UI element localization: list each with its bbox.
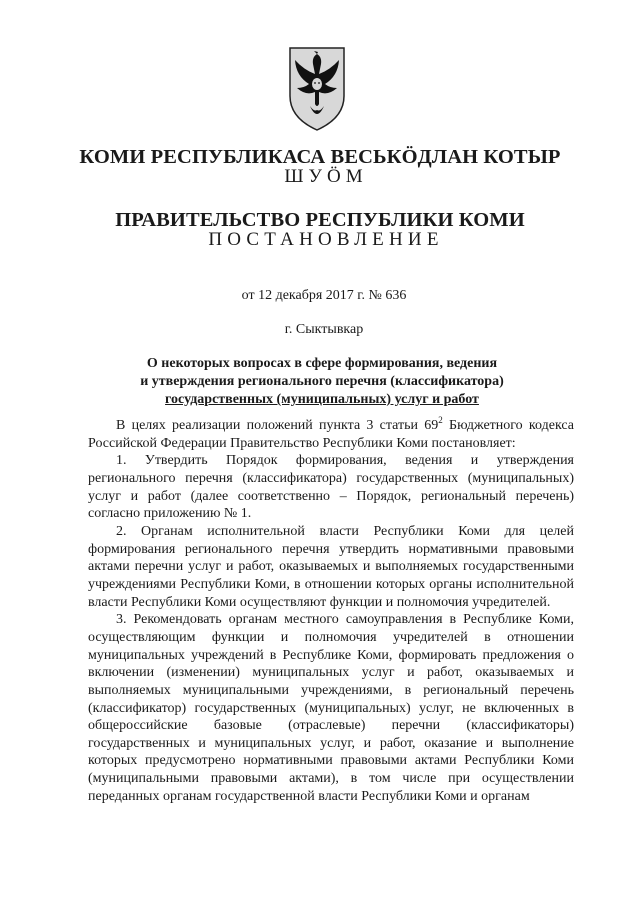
komi-government-title: КОМИ РЕСПУБЛИКАСА ВЕСЬКӦДЛАН КОТЫР [79, 146, 561, 168]
intro-text-start: В целях реализации положений пункта 3 статьи 69 [116, 418, 439, 433]
title-line-2: и утверждения регионального перечня (классификатора) [140, 374, 504, 389]
government-title: ПРАВИТЕЛЬСТВО РЕСПУБЛИКИ КОМИ [115, 209, 525, 231]
paragraph-item-3: 3. Рекомендовать органам местного самоуправления в Республике Коми, осуществляющим функции и полномочия учредителей в отношении муниципальных учреждений в Республике Коми, формировать предложения о включении (изменении) муниципальных услуг и работ, оказываемых и выполняемых муниципальными учреждениями, в региональный перечень (классификатор) государственных (муниципальных) услуг, не включенных в общероссийские базовые (отраслевые) перечни (классификаторы) государственных и муниципальных услуг, и работ, оказание и выполнение которых предусмотрено нормативными правовыми актами Республики Коми (муниципальными правовыми актами), в том числе при осуществлении переданных органам государственной власти Республики Коми и органам [88, 612, 574, 804]
paragraph-item-2: 2. Органам исполнительной власти Республики Коми для целей формирования регионального перечня утвердить нормативными правовыми актами перечни услуг и работ, оказываемых и выполняемых государственными учреждениями Республики Коми, в отношении которых органы исполнительной власти Республики Коми осуществляют функции и полномочия учредителей. [88, 523, 574, 610]
coat-of-arms-emblem [282, 44, 352, 132]
intro-text-end: Бюджетного кодекса Российской Федерации Правительство Республики Коми постановляет: [88, 418, 574, 451]
document-title [0, 355, 640, 409]
document-body [88, 417, 574, 805]
document-date-number: от 12 декабря 2017 г. № 636 [241, 288, 407, 303]
paragraph-item-1: 1. Утвердить Порядок формирования, ведения и утверждения регионального перечня (классификатора) государственных (муниципальных) услуг и работ (далее соответственно – Порядок, региональный перечень) согласно приложению № 1. [88, 453, 574, 522]
title-line-1: О некоторых вопросах в сфере формирования, ведения [146, 356, 498, 371]
document-type: ПОСТАНОВЛЕНИЕ [208, 229, 444, 250]
title-line-3: государственных (муниципальных) услуг и работ [165, 392, 479, 407]
intro-superscript: 2 [438, 415, 443, 425]
komi-document-type: ШУÖМ [284, 166, 368, 187]
document-city: г. Сыктывкар [284, 322, 364, 337]
intro-paragraph [88, 417, 574, 452]
